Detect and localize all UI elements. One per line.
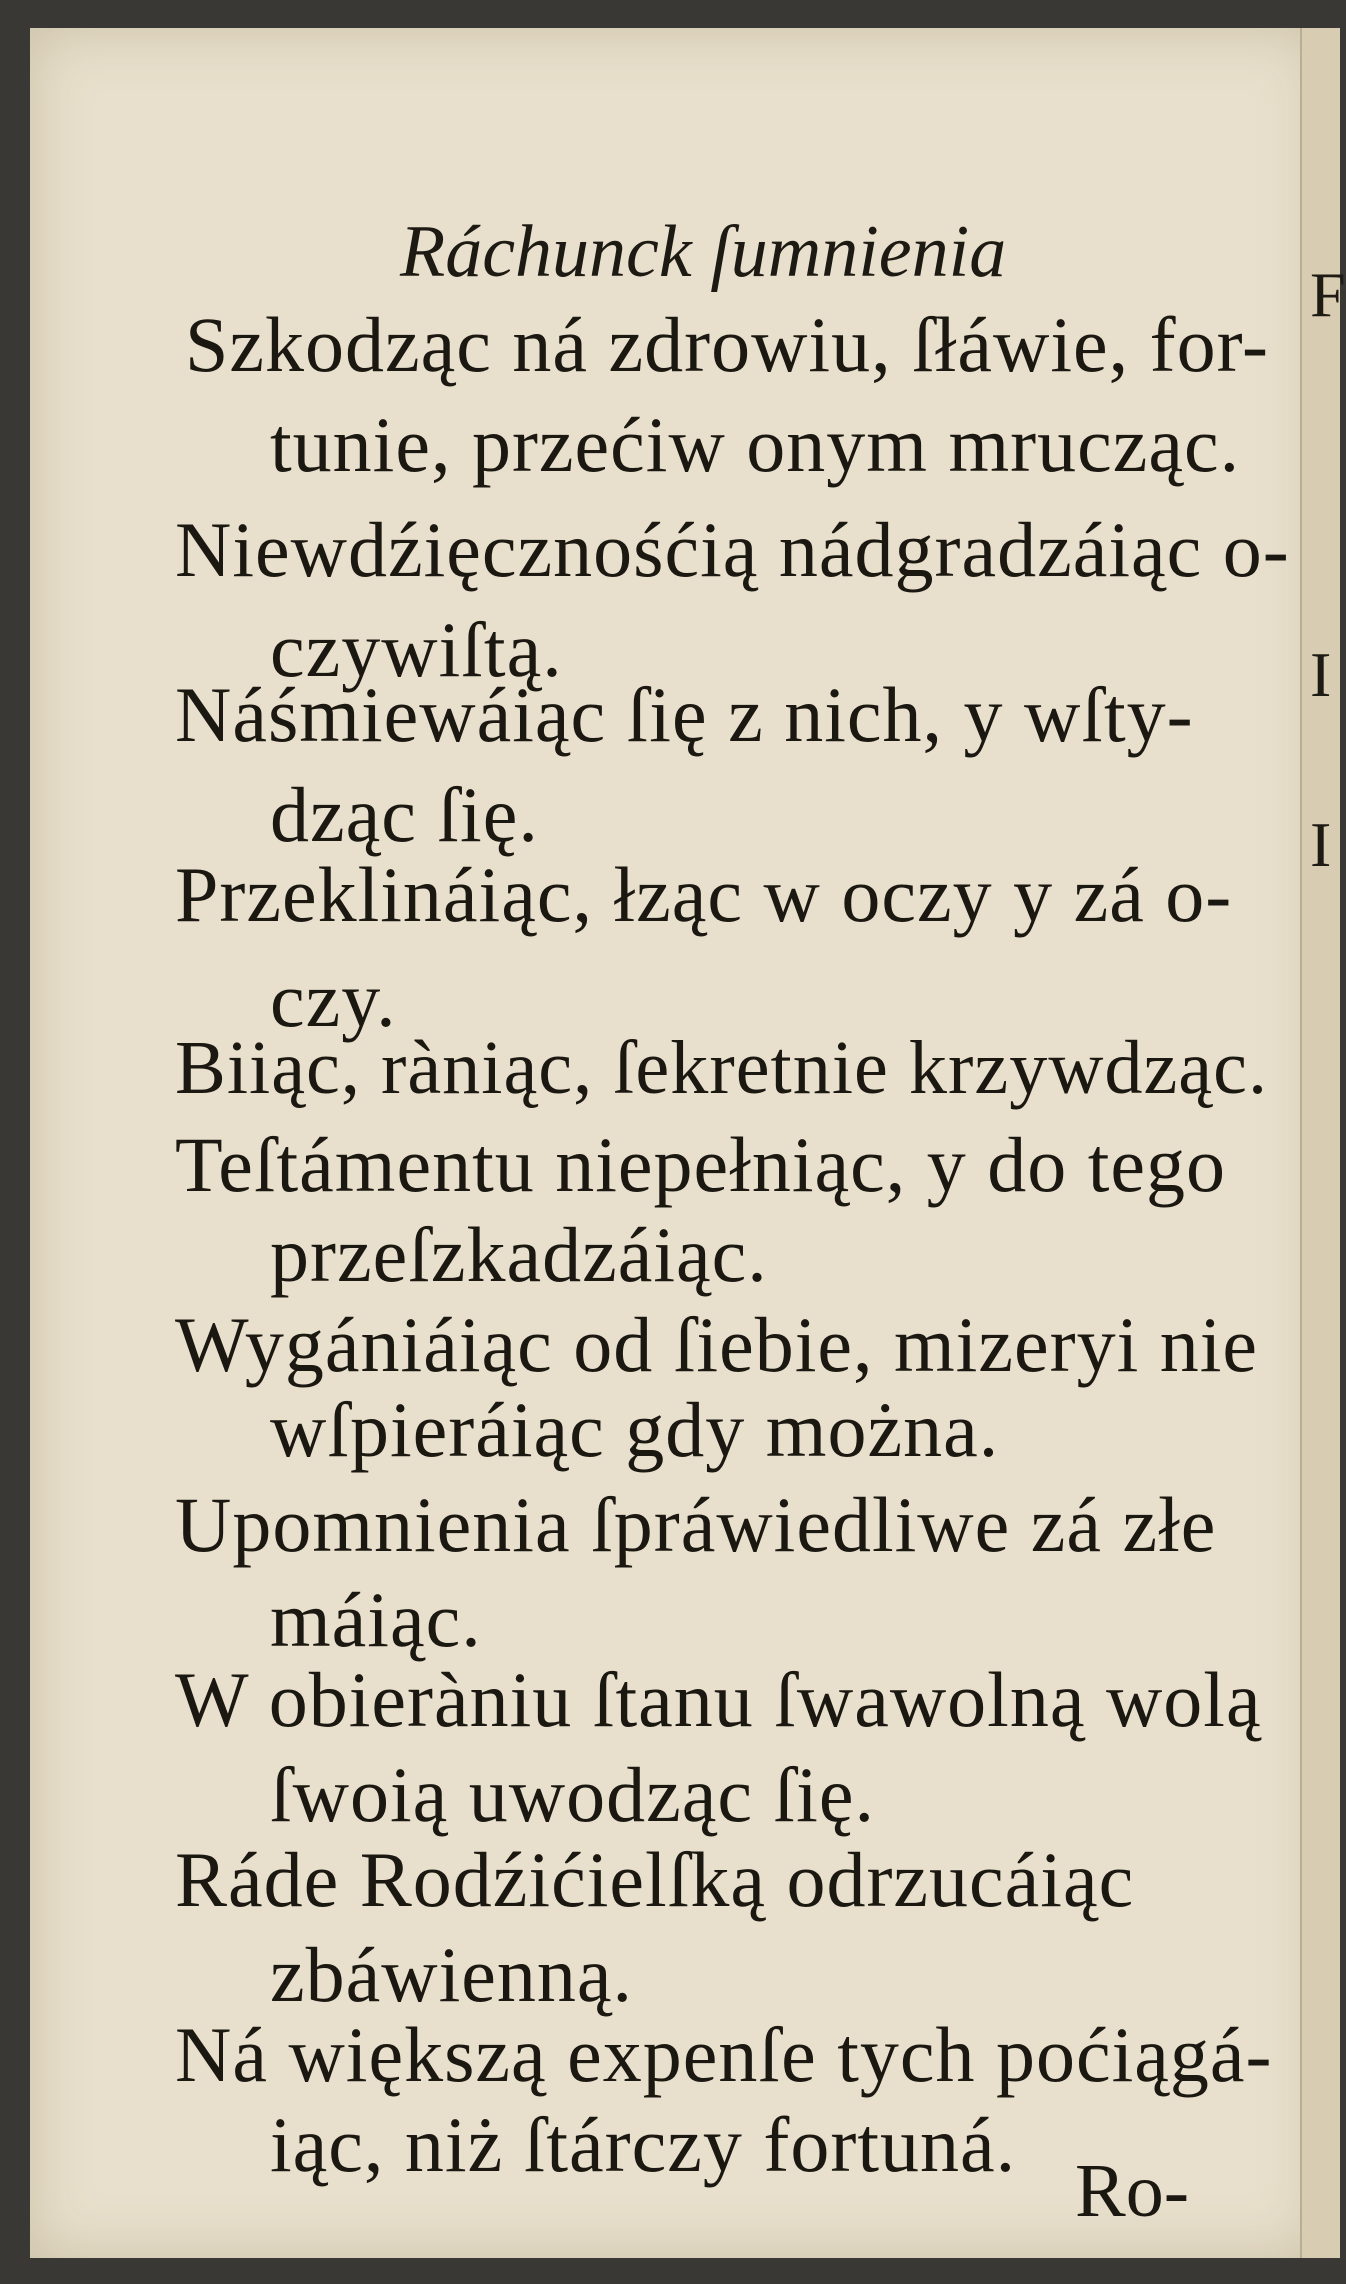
text-line: Wygániáiąc od ſiebie, mizeryi nie [175, 1301, 1259, 1388]
text-line: Upomnienia ſpráwiedliwe zá złe [175, 1481, 1217, 1568]
text-line: ſwoią uwodząc ſię. [270, 1751, 875, 1838]
text-line: Niewdźięcznośćią nádgradzáiąc o- [175, 506, 1290, 593]
text-line: iąc, niż ſtárczy fortuná. [270, 2101, 1017, 2188]
running-header: Ráchunck ſumnienia [400, 211, 1007, 293]
text-line: Ráde Rodźićielſką odrzucáiąc [175, 1836, 1135, 1923]
text-line: Szkodząc ná zdrowiu, ſłáwie, for- [185, 301, 1270, 388]
catchword: Ro- [1075, 2149, 1189, 2233]
text-line: czywiſtą. [270, 606, 563, 693]
text-line: Biiąc, ràniąc, ſekretnie krzywdząc. [175, 1026, 1269, 1110]
text-line: Teſtámentu niepełniąc, y do tego [175, 1121, 1227, 1208]
text-line: W obieràniu ſtanu ſwawolną wolą [175, 1656, 1262, 1743]
text-line: wſpieráiąc gdy można. [270, 1386, 1000, 1473]
text-line: Náśmiewáiąc ſię z nich, y wſty- [175, 671, 1194, 758]
text-line: przeſzkadzáiąc. [270, 1211, 768, 1298]
text-line: Przeklináiąc, łząc w oczy y zá o- [175, 851, 1233, 938]
text-line: zbáwienną. [270, 1931, 633, 2018]
text-line: tunie, przećiw onym mrucząc. [270, 401, 1241, 488]
text-line: Ná większą expenſe tych poćiągá- [175, 2011, 1273, 2098]
next-page-letter: F [1310, 259, 1346, 330]
text-line: czy. [270, 956, 397, 1043]
next-page-letter: I [1310, 809, 1332, 880]
text-line: máiąc. [270, 1576, 482, 1663]
next-page-letter: I [1310, 639, 1332, 710]
text-line: dząc ſię. [270, 771, 539, 858]
